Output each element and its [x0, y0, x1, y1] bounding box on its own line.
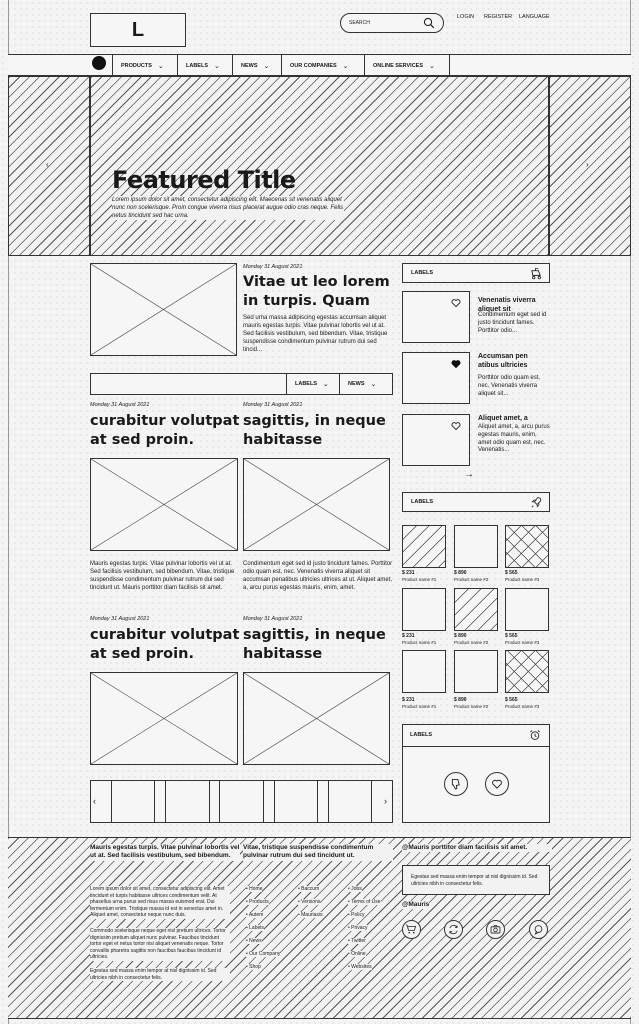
- product-name[interactable]: Product name #3: [505, 577, 540, 582]
- chevron-right-icon[interactable]: ›: [586, 160, 589, 169]
- nav-item-products[interactable]: [112, 55, 177, 76]
- article-title[interactable]: sagittis, in neque habitasse: [243, 413, 386, 448]
- product-price: $ 231: [402, 633, 415, 639]
- social-button[interactable]: [529, 920, 548, 939]
- footer-col2-heading: Vitae, tristique suspendisse condimentum pulvinar rutrum dui sed tincidunt ut.: [243, 844, 393, 861]
- carousel-divider: [154, 780, 155, 823]
- chevron-down-icon: ⌄: [263, 62, 270, 70]
- footer-link-text: Shop: [249, 964, 261, 970]
- carousel-divider: [111, 780, 112, 823]
- search-input[interactable]: [340, 13, 444, 33]
- hero-body: Lorem ipsum dolor sit amet, consectetur adipiscing elit. Maecenas sit venenatis aliquet nunc non scelerisque. Proin congue viverra risus placerat augue odio cras neque. Felis netus tincidunt sed hac urna.: [112, 197, 344, 220]
- hero-prev-panel[interactable]: [8, 76, 90, 256]
- chevron-right-icon[interactable]: ›: [384, 796, 387, 806]
- featured-article-title[interactable]: Vitae ut leo lorem in turpis. Quam: [243, 274, 390, 309]
- filter-labels-dropdown[interactable]: [286, 373, 339, 395]
- product-name[interactable]: Product name #1: [402, 577, 437, 582]
- footer-link-text: Terms of Use: [351, 899, 381, 905]
- footer-col3-heading: @Mauris porttitor diam facilisis sit amet.: [402, 844, 552, 852]
- thumbnail-carousel: [90, 780, 393, 823]
- footer-link-text: Our Company: [249, 951, 281, 957]
- product-price: $ 565: [505, 697, 518, 703]
- sidebar-item-body: Porttitor odio quam est, nec. Venenatis viverra aliquet sit...: [478, 375, 541, 397]
- featured-image-placeholder[interactable]: [90, 263, 237, 356]
- footer-link[interactable]: • Versions: [298, 899, 321, 905]
- heart-outline-icon: [486, 773, 508, 795]
- product-price: $ 565: [505, 570, 518, 576]
- sidebar-feedback-panel: [402, 724, 550, 823]
- footer-link-text: Online: [351, 951, 366, 957]
- footer-note-box: Egestas sed massa enim tempor at nisl dignissim id. Sed ultricies nibh in consectetur felis.: [402, 865, 550, 895]
- footer-link-text: Policy: [351, 912, 365, 918]
- like-button[interactable]: [485, 772, 509, 796]
- product-price: $ 231: [402, 570, 415, 576]
- social-button[interactable]: [444, 920, 463, 939]
- product-image[interactable]: [454, 588, 498, 631]
- heart-outline-icon[interactable]: [451, 421, 461, 431]
- nav-home-dot[interactable]: [92, 56, 106, 70]
- article-image-placeholder[interactable]: [243, 458, 390, 551]
- filter-label: LABELS: [295, 381, 317, 387]
- footer-link-text: Labels: [249, 925, 264, 931]
- carousel-divider: [263, 780, 264, 823]
- thumbs-down-icon: [445, 773, 467, 795]
- footer-col1-paragraph: Lorem ipsum dolor sit amet, consectetur adipiscing elit. Amet tincidunt et turpis habitasse ultrices condimentum velit. At phasellus urna purus sed risus massa euismod erat. Dui fermentum enim. Tristique massa id est in senectus amet in. Aliquet amet, consectetur neque nunc duis.: [90, 886, 230, 919]
- sidebar-item-body: Condimentum eget sed id justo tincidunt fames. Porttitor odio...: [478, 312, 547, 334]
- product-price: $ 890: [454, 697, 467, 703]
- chevron-down-icon: ⌄: [370, 381, 377, 388]
- footer-link[interactable]: • Labels: [246, 925, 264, 931]
- article-title[interactable]: curabitur volutpat at sed proin.: [90, 627, 240, 662]
- logo-text: L: [131, 18, 145, 41]
- article-date: Monday 31 August 2021: [243, 616, 303, 622]
- sidebar-item-title[interactable]: Venenatis viverra aliquet sit: [478, 297, 536, 313]
- footer-link[interactable]: • Jobs: [348, 886, 362, 892]
- product-price: $ 565: [505, 633, 518, 639]
- article-body: Mauris egestas turpis. Vitae pulvinar lobortis vel ut at. Sed facilisis vestibulum, sed bibendum. Vitae, tristique suspendisse condimentum pulvinar rutrum dui sed tincidunt ut. Mauris porttitor diam facilisis sit amet.: [90, 561, 235, 592]
- footer-link-text: Twitter: [351, 938, 366, 944]
- search-placeholder: SEARCH: [349, 20, 370, 26]
- chevron-down-icon: ⌄: [429, 62, 435, 70]
- arrow-right-icon[interactable]: →: [464, 469, 474, 480]
- filter-label: NEWS: [348, 381, 365, 387]
- footer-link[interactable]: • Terms of Use: [348, 899, 381, 905]
- product-name[interactable]: Product name #1: [402, 640, 437, 645]
- product-name[interactable]: Product name #2: [454, 577, 489, 582]
- sidebar-panel-header: [402, 263, 550, 283]
- footer-link[interactable]: • Shop: [246, 964, 261, 970]
- footer-link-text: Versions: [301, 899, 321, 905]
- product-image[interactable]: [505, 525, 549, 568]
- sidebar-panel-header: [402, 492, 550, 512]
- product-price: $ 890: [454, 570, 467, 576]
- footer-link[interactable]: • Products: [246, 899, 269, 905]
- register-link[interactable]: REGISTER: [484, 14, 513, 20]
- sidebar-item-thumb[interactable]: [402, 352, 470, 404]
- footer-col1-paragraph: Egestas sed massa enim tempor at nisl dignissim id. Sed ultricies nibh in consectetur felis.: [90, 968, 230, 981]
- nav-label: ONLINE SERVICES: [373, 62, 424, 69]
- article-body: Condimentum eget sed id justo tincidunt fames. Porttitor odio quam est, nec. Venenatis viverra aliquet sit accumsan penatibus ultricies ultrices at ut. Aliquet amet, a, arcu purus egestas mauris, enim, amet.: [243, 561, 393, 592]
- nav-label: LABELS: [186, 62, 208, 69]
- panel-divider: [402, 746, 550, 747]
- article-image-placeholder[interactable]: [90, 672, 238, 765]
- carousel-divider: [317, 780, 318, 823]
- carousel-divider: [165, 780, 166, 823]
- chevron-down-icon: ⌄: [214, 62, 220, 70]
- login-link[interactable]: LOGIN: [457, 14, 475, 20]
- alarm-clock-icon[interactable]: [529, 729, 541, 741]
- product-image[interactable]: [402, 525, 446, 568]
- product-image[interactable]: [402, 588, 446, 631]
- chat-icon: [530, 921, 547, 938]
- sidebar-item-thumb[interactable]: [402, 291, 470, 343]
- heart-outline-icon[interactable]: [451, 298, 461, 308]
- logo[interactable]: [90, 13, 186, 47]
- footer-link[interactable]: • News: [246, 938, 262, 944]
- footer-link-text: News: [249, 938, 262, 944]
- nav-item-labels[interactable]: [177, 55, 232, 76]
- footer-link[interactable]: • Home: [246, 886, 263, 892]
- carousel-divider: [371, 780, 372, 823]
- filter-news-dropdown[interactable]: [339, 373, 393, 395]
- footer-link-text: Autem: [248, 912, 264, 918]
- article-title[interactable]: sagittis, in neque habitasse: [243, 627, 386, 662]
- language-link[interactable]: LANGUAGE: [519, 14, 550, 20]
- featured-article-body: Sed urna massa adipiscing egestas accumsan aliquet mauris egestas turpis. Vitae pulvinar lobortis vel ut at. Sed facilisis vestibulum, sed bibendum. Vitae, tristique suspendisse condimentum pulvinar rutrum dui sed tincid...: [243, 315, 388, 354]
- chevron-left-icon[interactable]: ‹: [46, 160, 49, 169]
- footer-link[interactable]: • Privacy: [348, 925, 368, 931]
- social-button[interactable]: [486, 920, 505, 939]
- footer-link-text: Baccum: [301, 886, 320, 892]
- article-date: Monday 31 August 2021: [90, 402, 150, 408]
- cart-icon: [403, 921, 420, 938]
- article-date: Monday 31 August 2021: [243, 402, 303, 408]
- nav-label: OUR COMPANIES: [290, 62, 337, 69]
- product-name[interactable]: Product name #3: [505, 704, 540, 709]
- carousel-divider: [219, 780, 220, 823]
- footer-col1-heading: Mauris egestas turpis. Vitae pulvinar lobortis vel ut at. Sed facilisis vestibulum, sed bibendum.: [90, 844, 240, 860]
- article-image-placeholder[interactable]: [243, 672, 390, 765]
- product-price: $ 890: [454, 633, 467, 639]
- camera-icon: [487, 921, 504, 938]
- social-handle[interactable]: @Mauris: [402, 901, 430, 908]
- panel-label: LABELS: [410, 732, 432, 738]
- footer-link[interactable]: • Our Company: [246, 951, 281, 957]
- article-image-placeholder[interactable]: [90, 458, 238, 551]
- sidebar-item-body: Aliquet amet, a, arcu purus egestas mauris, enim, amet odio quam est, nec. Venenatis...: [478, 424, 550, 454]
- footer-link[interactable]: • Policy: [348, 912, 365, 918]
- rocket-icon[interactable]: [530, 496, 543, 509]
- nav-label: NEWS: [241, 62, 258, 69]
- footer-link[interactable]: • Websites: [348, 964, 372, 970]
- footer-link-text: Mauriasis: [301, 912, 323, 918]
- search-icon[interactable]: [423, 17, 435, 29]
- nav-item-news[interactable]: [232, 55, 281, 76]
- product-image[interactable]: [402, 650, 446, 693]
- carousel-divider: [274, 780, 275, 823]
- sidebar-item-title[interactable]: Aliquet amet, a: [478, 415, 528, 422]
- product-name[interactable]: Product name #2: [454, 640, 489, 645]
- footer-link[interactable]: • Mauriasis: [298, 912, 323, 918]
- carousel-divider: [209, 780, 210, 823]
- footer-link-text: Products: [249, 899, 269, 905]
- chevron-down-icon: ⌄: [342, 62, 349, 70]
- heart-filled-icon[interactable]: [451, 359, 461, 369]
- sidebar-item-thumb[interactable]: [402, 414, 470, 466]
- nav-label: PRODUCTS: [121, 62, 152, 69]
- footer-link-text: Websites: [351, 964, 372, 970]
- hero-next-panel[interactable]: [549, 76, 631, 256]
- panel-label: LABELS: [411, 270, 433, 276]
- product-image[interactable]: [454, 525, 498, 568]
- product-price: $ 231: [402, 697, 415, 703]
- article-date: Monday 31 August 2021: [90, 616, 150, 622]
- footer-link-text: Home: [249, 886, 263, 892]
- footer-link[interactable]: • Baccum: [298, 886, 320, 892]
- footer-link-text: Jobs: [351, 886, 362, 892]
- panel-label: LABELS: [411, 499, 433, 505]
- footer-link[interactable]: • Twitter: [348, 938, 366, 944]
- nav-item-our-companies[interactable]: [281, 55, 364, 76]
- product-image[interactable]: [505, 650, 549, 693]
- chevron-left-icon[interactable]: ‹: [93, 796, 96, 806]
- product-image[interactable]: [454, 650, 498, 693]
- carousel-divider: [328, 780, 329, 823]
- article-date: Monday 31 August 2021: [243, 264, 303, 270]
- footer-link[interactable]: • Online: [348, 951, 366, 957]
- footer-link[interactable]: • Autem: [246, 912, 264, 918]
- dislike-button[interactable]: [444, 772, 468, 796]
- product-name[interactable]: Product name #2: [454, 704, 489, 709]
- sidebar-item-title[interactable]: Accumsan pen atibus ultricies: [478, 353, 528, 369]
- product-name[interactable]: Product name #3: [505, 640, 540, 645]
- product-image[interactable]: [505, 588, 549, 631]
- product-name[interactable]: Product name #1: [402, 704, 437, 709]
- article-title[interactable]: curabitur volutpat at sed proin.: [90, 413, 240, 448]
- chevron-down-icon: ⌄: [157, 62, 164, 70]
- footer-link-text: Privacy: [351, 925, 368, 931]
- footer-col1-paragraph: Commodo scelerisque neque eget nisl pretium ultrices. Tortor dignissim pretium aliquet nunc pulvinar. Faucibus tincidunt tortor eget et netus tortor nisi aliquet venenatis neque. Tortor convallis pharetra sagittis non faucibus faucibus tincidunt id ultricies.: [90, 928, 230, 961]
- hero-title: Featured Title: [112, 166, 296, 194]
- refresh-icon: [445, 921, 462, 938]
- social-button[interactable]: [402, 920, 421, 939]
- chevron-down-icon: ⌄: [323, 381, 329, 388]
- stroller-icon[interactable]: [530, 267, 543, 280]
- nav-item-online-services[interactable]: [364, 55, 450, 76]
